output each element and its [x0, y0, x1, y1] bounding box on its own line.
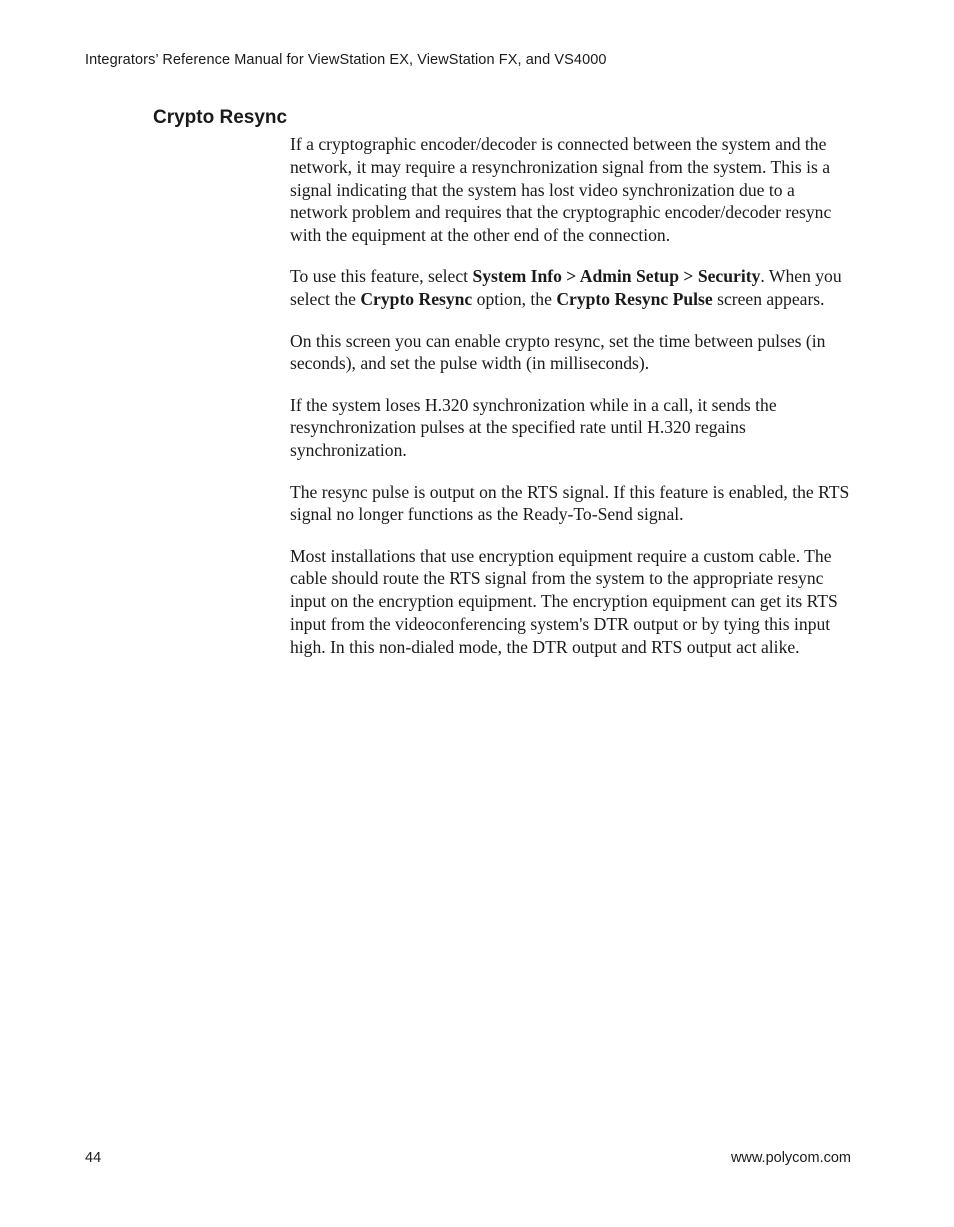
paragraph-rts: The resync pulse is output on the RTS signal. If this feature is enabled, the RTS signal no longer functions as the Ready-To-Send signal. — [290, 481, 850, 525]
menu-path: System Info > Admin Setup > Security — [472, 266, 761, 287]
paragraph-menu-path — [290, 265, 856, 311]
running-header: Integrators’ Reference Manual for ViewStation EX, ViewStation FX, and VS4000 — [85, 52, 607, 68]
page-number: 44 — [85, 1150, 102, 1166]
text-segment: To use this feature, select — [290, 266, 473, 287]
text-segment: . When you select the — [290, 266, 842, 310]
paragraph-intro: If a cryptographic encoder/decoder is connected between the system and the network, it may require a resynchronization signal from the system. This is a signal indicating that the system has lost video synchronization due to a network problem and requires that the cryptographic encoder/decoder resync with the equipment at the other end of the connection. — [290, 134, 832, 246]
paragraph-h320: If the system loses H.320 synchronization while in a call, it sends the resynchronization pulses at the specified rate until H.320 regains synchronization. — [290, 394, 777, 461]
text-segment: option, the — [472, 289, 557, 310]
screen-name: Crypto Resync Pulse — [556, 289, 713, 310]
body-text — [290, 133, 856, 677]
paragraph-cable: Most installations that use encryption equipment require a custom cable. The cable should route the RTS signal from the system to the appropriate resync input on the encryption equipment. The encryption equipment can get its RTS input from the videoconferencing system's DTR output or by tying this input high. In this non-dialed mode, the DTR output and RTS output act alike. — [290, 545, 838, 657]
paragraph-settings: On this screen you can enable crypto resync, set the time between pulses (in seconds), and set the pulse width (in milliseconds). — [290, 330, 826, 374]
text-segment: screen appears. — [712, 289, 825, 310]
footer-website: www.polycom.com — [730, 1150, 851, 1166]
option-name: Crypto Resync — [360, 289, 473, 310]
section-title: Crypto Resync — [153, 107, 288, 128]
